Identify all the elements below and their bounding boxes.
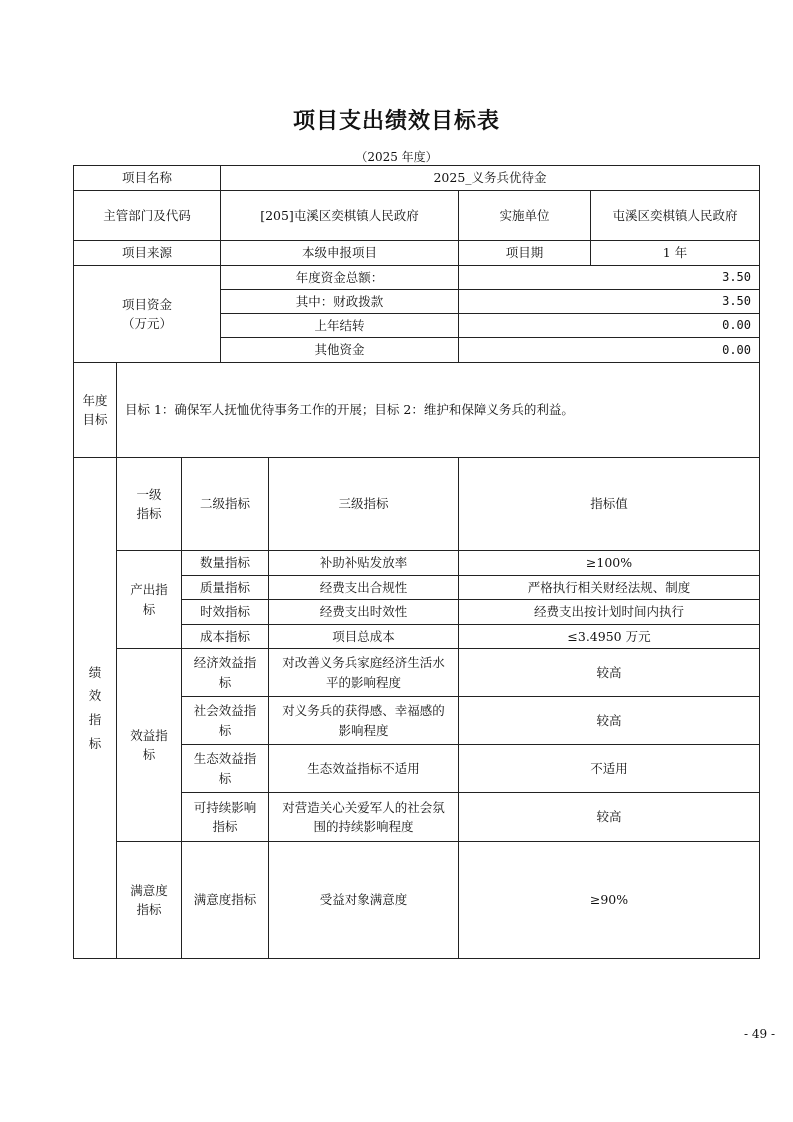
funds-row-value: 3.50	[459, 290, 760, 314]
perf-header-val: 指标值	[459, 458, 760, 551]
row-department	[74, 191, 760, 241]
output-label	[117, 551, 182, 649]
benefit-l2-line1: 社会效益指	[193, 703, 257, 719]
funds-row-value: 3.50	[459, 266, 760, 290]
benefit-l2-line1: 经济效益指	[193, 655, 257, 671]
row-output-0	[74, 551, 760, 576]
year-label: （2025 年度）	[355, 150, 438, 164]
benefit-l2	[182, 793, 269, 842]
funds-row-label: 其中：财政拨款	[221, 290, 459, 314]
page-title: 项目支出绩效目标表	[292, 109, 500, 134]
perf-header-l1	[117, 458, 182, 551]
output-val: ≤3.4950 万元	[459, 625, 760, 649]
benefit-l3	[269, 697, 459, 745]
output-l2: 时效指标	[182, 600, 269, 625]
benefit-val: 较高	[459, 697, 760, 745]
department-value: [205]屯溪区奕棋镇人民政府	[221, 191, 459, 241]
row-benefit-0	[74, 649, 760, 697]
period-value: 1 年	[591, 241, 760, 266]
perf-label-text: 绩效指标	[88, 664, 102, 751]
output-l3: 项目总成本	[269, 625, 459, 649]
project-name-value: 2025_义务兵优待金	[221, 166, 760, 191]
benefit-val: 不适用	[459, 745, 760, 793]
benefit-label-line2: 标	[142, 747, 156, 762]
benefit-label-line1: 效益指	[130, 727, 168, 743]
satisfaction-val: ≥90%	[459, 842, 760, 959]
benefit-l3-line2: 围的持续影响程度	[313, 819, 414, 834]
benefit-label	[117, 649, 182, 842]
perf-header-l2: 二级指标	[182, 458, 269, 551]
benefit-l2-line1: 生态效益指	[193, 751, 257, 767]
project-name-label: 项目名称	[74, 166, 221, 191]
benefit-l2	[182, 745, 269, 793]
funds-label-line1: 项目资金	[121, 296, 172, 312]
satisfaction-l2: 满意度指标	[182, 842, 269, 959]
annual-goal-label	[74, 363, 117, 458]
row-perf-header	[74, 458, 760, 551]
benefit-l3-line2: 平的影响程度	[325, 674, 401, 690]
benefit-l3	[269, 793, 459, 842]
perf-header-l1-line1: 一级	[136, 486, 162, 502]
benefit-l2-line2: 标	[218, 770, 232, 786]
funds-row-label: 其他资金	[221, 338, 459, 363]
performance-goal-table	[73, 165, 760, 959]
output-l3: 经费支出合规性	[269, 576, 459, 600]
output-label-line1: 产出指	[130, 582, 168, 598]
benefit-l2-line2: 标	[218, 674, 232, 690]
impl-unit-label: 实施单位	[459, 191, 591, 241]
output-val: 严格执行相关财经法规、制度	[459, 576, 760, 600]
funds-row-label: 年度资金总额：	[221, 266, 459, 290]
benefit-l3-line1: 对营造关心关爱军人的社会氛	[282, 799, 445, 815]
benefit-l3-line1: 对义务兵的获得感、幸福感的	[282, 703, 445, 719]
row-project-name	[74, 166, 760, 191]
output-val: 经费支出按计划时间内执行	[459, 600, 760, 625]
source-value: 本级申报项目	[221, 241, 459, 266]
output-l3: 经费支出时效性	[269, 600, 459, 625]
row-satisfaction	[74, 842, 760, 959]
output-l3: 补助补贴发放率	[269, 551, 459, 576]
output-l2: 数量指标	[182, 551, 269, 576]
satisfaction-label-line2: 指标	[136, 902, 162, 917]
benefit-l2	[182, 697, 269, 745]
annual-goal-label-line1: 年度	[82, 392, 108, 408]
page-number: - 49 -	[743, 1027, 775, 1041]
benefit-l2-line2: 标	[218, 722, 232, 738]
funds-row-label: 上年结转	[221, 314, 459, 338]
period-label: 项目期	[459, 241, 591, 266]
satisfaction-label	[117, 842, 182, 959]
benefit-l2	[182, 649, 269, 697]
perf-header-l3: 三级指标	[269, 458, 459, 551]
benefit-l2-line2: 指标	[212, 819, 238, 834]
output-l2: 成本指标	[182, 625, 269, 649]
benefit-l2-line1: 可持续影响	[193, 799, 257, 815]
funds-row-value: 0.00	[459, 338, 760, 363]
benefit-val: 较高	[459, 793, 760, 842]
output-val: ≥100%	[459, 551, 760, 576]
row-funds-total	[74, 266, 760, 290]
department-label: 主管部门及代码	[74, 191, 221, 241]
output-l2: 质量指标	[182, 576, 269, 600]
perf-label	[74, 458, 117, 959]
perf-header-l1-line2: 指标	[136, 506, 162, 521]
source-label: 项目来源	[74, 241, 221, 266]
benefit-l3: 生态效益指标不适用	[269, 745, 459, 793]
annual-goal-label-line2: 目标	[82, 412, 108, 427]
row-annual-goal	[74, 363, 760, 458]
funds-label	[74, 266, 221, 363]
row-source	[74, 241, 760, 266]
benefit-l3-line1: 对改善义务兵家庭经济生活水	[282, 655, 445, 671]
satisfaction-label-line1: 满意度	[130, 882, 168, 898]
benefit-val: 较高	[459, 649, 760, 697]
output-label-line2: 标	[142, 601, 156, 617]
annual-goal-text: 目标 1：确保军人抚恤优待事务工作的开展；目标 2：维护和保障义务兵的利益。	[117, 363, 760, 458]
funds-label-line2: （万元）	[121, 316, 172, 331]
impl-unit-value: 屯溪区奕棋镇人民政府	[591, 191, 760, 241]
funds-row-value: 0.00	[459, 314, 760, 338]
benefit-l3-line2: 影响程度	[338, 722, 389, 738]
satisfaction-l3: 受益对象满意度	[269, 842, 459, 959]
benefit-l3	[269, 649, 459, 697]
